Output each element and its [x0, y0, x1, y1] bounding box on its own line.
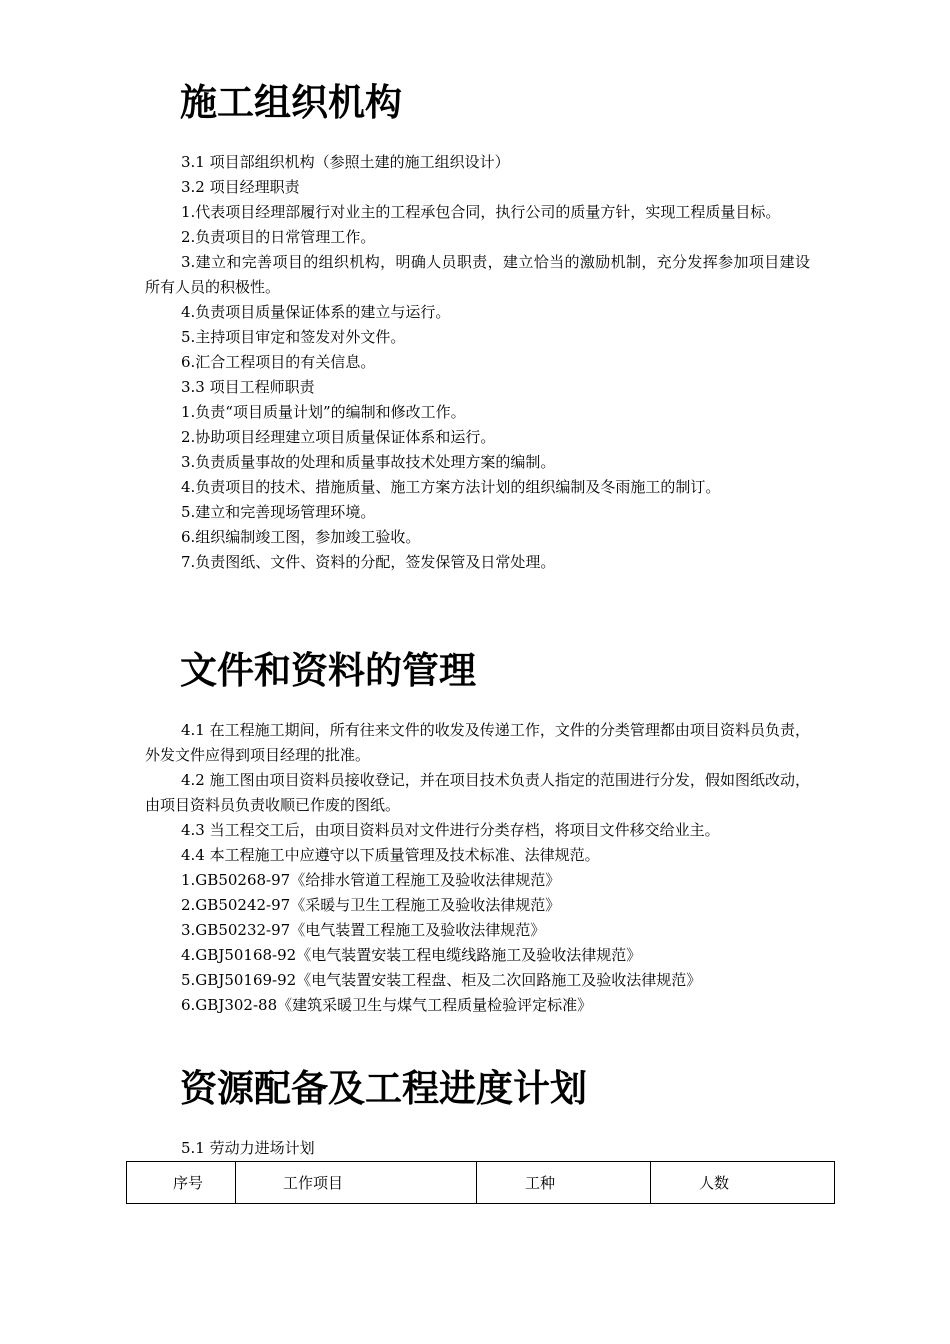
- header-trade: 工种: [477, 1162, 651, 1204]
- paragraph: 5.建立和完善现场管理环境。: [181, 503, 376, 521]
- section-title-organization: 施工组织机构: [180, 81, 402, 124]
- header-headcount: 人数: [651, 1162, 835, 1204]
- paragraph: 1.负责“项目质量计划”的编制和修改工作。: [181, 403, 466, 421]
- paragraph: 3.负责质量事故的处理和质量事故技术处理方案的编制。: [181, 453, 556, 471]
- paragraph: 3.建立和完善项目的组织机构，明确人员职责，建立恰当的激励机制，充分发挥参加项目建设所有人员的积极性。: [145, 253, 810, 296]
- table-header-row: [127, 1162, 835, 1204]
- paragraph: 4.1 在工程施工期间，所有往来文件的收发及传递工作，文件的分类管理都由项目资料员负责，外发文件应得到项目经理的批准。: [145, 721, 810, 764]
- paragraph: 2.GB50242-97《采暖与卫生工程施工及验收法律规范》: [181, 896, 561, 914]
- paragraph: 3.2 项目经理职责: [181, 178, 300, 196]
- paragraph: 4.3 当工程交工后，由项目资料员对文件进行分类存档，将项目文件移交给业主。: [181, 821, 720, 839]
- header-serial-number: 序号: [127, 1162, 236, 1204]
- paragraph: 4.2 施工图由项目资料员接收登记，并在项目技术负责人指定的范围进行分发，假如图纸改动，由项目资料员负责收顺已作废的图纸。: [145, 771, 810, 814]
- paragraph: 3.GB50232-97《电气装置工程施工及验收法律规范》: [181, 921, 546, 939]
- paragraph: 1.GB50268-97《给排水管道工程施工及验收法律规范》: [181, 871, 561, 889]
- paragraph: 1.代表项目经理部履行对业主的工程承包合同，执行公司的质量方针，实现工程质量目标。: [181, 203, 781, 221]
- section-documents-body: [145, 718, 810, 1018]
- paragraph: 6.组织编制竣工图，参加竣工验收。: [181, 528, 421, 546]
- paragraph: 3.1 项目部组织机构（参照土建的施工组织设计）: [181, 153, 510, 171]
- paragraph: 6.GBJ302-88《建筑采暖卫生与煤气工程质量检验评定标准》: [181, 996, 593, 1014]
- paragraph: 3.3 项目工程师职责: [181, 378, 315, 396]
- paragraph: 4.4 本工程施工中应遵守以下质量管理及技术标准、法律规范。: [181, 846, 600, 864]
- labor-plan-table: [126, 1161, 835, 1204]
- section-title-documents: 文件和资料的管理: [180, 649, 476, 692]
- header-work-item: 工作项目: [236, 1162, 477, 1204]
- paragraph: 4.负责项目质量保证体系的建立与运行。: [181, 303, 451, 321]
- section-organization-body: [145, 150, 810, 575]
- paragraph: 2.协助项目经理建立项目质量保证体系和运行。: [181, 428, 496, 446]
- paragraph: 5.GBJ50169-92《电气装置安装工程盘、柜及二次回路施工及验收法律规范》: [181, 971, 702, 989]
- paragraph: 2.负责项目的日常管理工作。: [181, 228, 376, 246]
- paragraph: 7.负责图纸、文件、资料的分配，签发保管及日常处理。: [181, 553, 556, 571]
- paragraph: 6.汇合工程项目的有关信息。: [181, 353, 376, 371]
- paragraph: 4.负责项目的技术、措施质量、施工方案方法计划的组织编制及冬雨施工的制订。: [181, 478, 721, 496]
- paragraph: 5.主持项目审定和签发对外文件。: [181, 328, 406, 346]
- section-title-resources: 资源配备及工程进度计划: [180, 1067, 587, 1110]
- paragraph: 4.GBJ50168-92《电气装置安装工程电缆线路施工及验收法律规范》: [181, 946, 642, 964]
- table-caption: 5.1 劳动力进场计划: [181, 1139, 315, 1157]
